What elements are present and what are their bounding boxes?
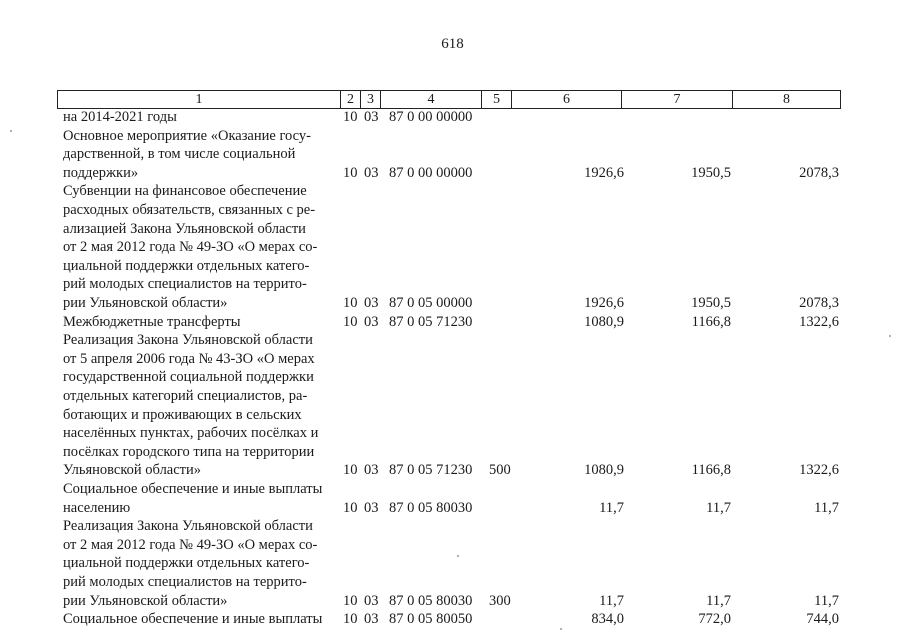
row-subsection-code: 03 <box>364 462 379 479</box>
row-value-col-7: 772,0 <box>698 611 731 628</box>
row-subsection-code: 03 <box>364 499 379 516</box>
row-subsection-code: 03 <box>364 164 379 181</box>
row-value-col-6: 1926,6 <box>584 294 624 311</box>
row-value-col-8: 1322,6 <box>799 462 839 479</box>
row-section-code: 10 <box>343 611 358 628</box>
row-expense-type-code: 300 <box>489 592 511 609</box>
row-value-col-6: 834,0 <box>591 611 624 628</box>
row-description-line: рии Ульяновской области» <box>63 592 228 609</box>
row-target-item-code: 87 0 05 80030 <box>389 499 473 516</box>
row-subsection-code: 03 <box>364 109 379 125</box>
row-target-item-code: 87 0 05 80030 <box>389 592 473 609</box>
row-description-line: Реализация Закона Ульяновской области <box>63 332 313 349</box>
row-description-line: ботающих и проживающих в сельских <box>63 406 302 423</box>
row-value-col-8: 1322,6 <box>799 313 839 330</box>
row-description-line: от 2 мая 2012 года № 49-ЗО «О мерах со- <box>63 536 318 553</box>
row-section-code: 10 <box>343 109 358 125</box>
row-section-code: 10 <box>343 592 358 609</box>
row-subsection-code: 03 <box>364 313 379 330</box>
row-value-col-7: 1950,5 <box>691 294 731 311</box>
row-target-item-code: 87 0 00 00000 <box>389 164 473 181</box>
row-target-item-code: 87 0 05 00000 <box>389 294 473 311</box>
row-section-code: 10 <box>343 499 358 516</box>
row-description-line: на 2014-2021 годы <box>63 109 177 125</box>
row-value-col-8: 2078,3 <box>799 164 839 181</box>
row-section-code: 10 <box>343 462 358 479</box>
row-value-col-6: 11,7 <box>599 499 624 516</box>
header-col-2: 2 <box>341 91 361 109</box>
row-value-col-6: 1080,9 <box>584 313 624 330</box>
row-description-line: расходных обязательств, связанных с ре- <box>63 201 316 218</box>
header-col-3: 3 <box>361 91 381 109</box>
row-description-line: от 5 апреля 2006 года № 43-ЗО «О мерах <box>63 350 315 367</box>
row-expense-type-code: 500 <box>489 462 511 479</box>
row-subsection-code: 03 <box>364 294 379 311</box>
row-description-line: Ульяновской области» <box>63 462 202 479</box>
row-target-item-code: 87 0 00 00000 <box>389 109 473 125</box>
row-description-line: Основное мероприятие «Оказание госу- <box>63 127 311 144</box>
row-subsection-code: 03 <box>364 592 379 609</box>
header-col-4: 4 <box>381 91 482 109</box>
row-value-col-6: 11,7 <box>599 592 624 609</box>
header-col-6: 6 <box>512 91 622 109</box>
row-description-line: поддержки» <box>63 164 139 181</box>
row-description-line: Межбюджетные трансферты <box>63 313 241 330</box>
row-description-line: Реализация Закона Ульяновской области <box>63 518 313 535</box>
row-description-line: циальной поддержки отдельных катего- <box>63 555 310 572</box>
row-value-col-8: 11,7 <box>814 499 839 516</box>
header-col-8: 8 <box>733 91 841 109</box>
page-number: 618 <box>441 36 464 52</box>
row-value-col-7: 1166,8 <box>691 462 731 479</box>
row-value-col-8: 11,7 <box>814 592 839 609</box>
row-value-col-7: 11,7 <box>706 592 731 609</box>
row-section-code: 10 <box>343 313 358 330</box>
header-col-7: 7 <box>622 91 733 109</box>
row-value-col-7: 11,7 <box>706 499 731 516</box>
row-value-col-7: 1950,5 <box>691 164 731 181</box>
row-value-col-8: 744,0 <box>806 611 839 628</box>
row-value-col-6: 1926,6 <box>584 164 624 181</box>
row-description-line: государственной социальной поддержки <box>63 369 314 386</box>
row-target-item-code: 87 0 05 80050 <box>389 611 473 628</box>
row-description-line: ализацией Закона Ульяновской области <box>63 220 306 237</box>
row-section-code: 10 <box>343 164 358 181</box>
row-description-line: отдельных категорий специалистов, ра- <box>63 387 308 404</box>
header-col-5: 5 <box>482 91 512 109</box>
row-description-line: Социальное обеспечение и иные выплаты <box>63 611 323 628</box>
row-description-line: посёлках городского типа на территории <box>63 443 315 460</box>
row-subsection-code: 03 <box>364 611 379 628</box>
header-col-1: 1 <box>58 91 341 109</box>
row-description-line: населённых пунктах, рабочих посёлках и <box>63 425 319 442</box>
row-description-line: населению <box>63 499 131 516</box>
row-description-line: циальной поддержки отдельных катего- <box>63 257 310 274</box>
column-header-table <box>57 90 841 109</box>
row-target-item-code: 87 0 05 71230 <box>389 462 473 479</box>
row-target-item-code: 87 0 05 71230 <box>389 313 473 330</box>
row-description-line: рий молодых специалистов на террито- <box>63 276 307 293</box>
row-value-col-6: 1080,9 <box>584 462 624 479</box>
row-description-line: Социальное обеспечение и иные выплаты <box>63 481 323 497</box>
row-section-code: 10 <box>343 294 358 311</box>
row-description-line: дарственной, в том числе социальной <box>63 146 296 163</box>
row-value-col-8: 2078,3 <box>799 294 839 311</box>
row-value-col-7: 1166,8 <box>691 313 731 330</box>
column-header-row <box>58 91 841 109</box>
row-description-line: рии Ульяновской области» <box>63 294 228 311</box>
row-description-line: от 2 мая 2012 года № 49-ЗО «О мерах со- <box>63 239 318 256</box>
row-description-line: рий молодых специалистов на террито- <box>63 573 307 590</box>
row-description-line: Субвенции на финансовое обеспечение <box>63 183 307 200</box>
